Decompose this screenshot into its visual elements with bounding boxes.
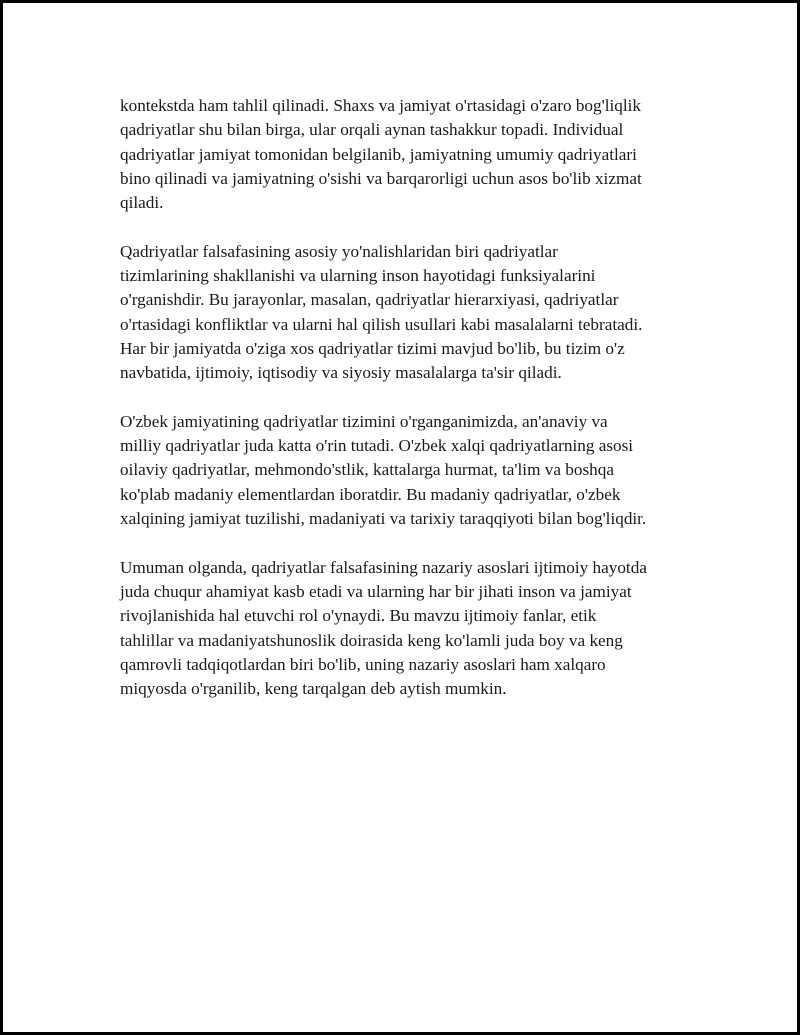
paragraph-4	[120, 556, 700, 702]
text-line: oilaviy qadriyatlar, mehmondo'stlik, kattalarga hurmat, ta'lim va boshqa	[120, 460, 614, 480]
text-line: o'rganishdir. Bu jarayonlar, masalan, qadriyatlar hierarxiyasi, qadriyatlar	[120, 290, 619, 310]
paragraph-1	[120, 94, 700, 215]
text-line: miqyosda o'rganilib, keng tarqalgan deb aytish mumkin.	[120, 679, 507, 699]
text-line: Qadriyatlar falsafasining asosiy yo'nalishlaridan biri qadriyatlar	[120, 241, 558, 261]
text-line: qiladi.	[120, 193, 164, 213]
document-body	[120, 94, 700, 726]
text-line: tizimlarining shakllanishi va ularning inson hayotidagi funksiyalarini	[120, 266, 596, 286]
paragraph-2	[120, 240, 700, 386]
text-line: qadriyatlar jamiyat tomonidan belgilanib, jamiyatning umumiy qadriyatlari	[120, 144, 637, 164]
text-line: qamrovli tadqiqotlardan biri bo'lib, uning nazariy asoslari ham xalqaro	[120, 654, 606, 674]
text-line: ko'plab madaniy elementlardan iboratdir. Bu madaniy qadriyatlar, o'zbek	[120, 484, 621, 504]
text-line: juda chuqur ahamiyat kasb etadi va ularning har bir jihati inson va jamiyat	[120, 581, 632, 601]
text-line: bino qilinadi va jamiyatning o'sishi va barqarorligi uchun asos bo'lib xizmat	[120, 168, 642, 188]
text-line: o'rtasidagi konfliktlar va ularni hal qilish usullari kabi masalalarni tebratadi.	[120, 314, 643, 334]
text-line: milliy qadriyatlar juda katta o'rin tutadi. O'zbek xalqi qadriyatlarning asosi	[120, 436, 634, 456]
text-line: Umuman olganda, qadriyatlar falsafasining nazariy asoslari ijtimoiy hayotda	[120, 557, 647, 577]
text-line: qadriyatlar shu bilan birga, ular orqali aynan tashakkur topadi. Individual	[120, 120, 624, 140]
text-line: kontekstda ham tahlil qilinadi. Shaxs va jamiyat o'rtasidagi o'zaro bog'liqlik	[120, 96, 641, 115]
paragraph-3	[120, 410, 700, 531]
text-line: tahlillar va madaniyatshunoslik doirasida keng ko'lamli juda boy va keng	[120, 630, 623, 650]
text-line: xalqining jamiyat tuzilishi, madaniyati va tarixiy taraqqiyoti bilan bog'liqdir.	[120, 509, 647, 529]
text-line: O'zbek jamiyatining qadriyatlar tizimini o'rganganimizda, an'anaviy va	[120, 411, 608, 431]
text-line: rivojlanishida hal etuvchi rol o'ynaydi. Bu mavzu ijtimoiy fanlar, etik	[120, 606, 597, 626]
text-line: Har bir jamiyatda o'ziga xos qadriyatlar tizimi mavjud bo'lib, bu tizim o'z	[120, 338, 625, 358]
text-line: navbatida, ijtimoiy, iqtisodiy va siyosiy masalalarga ta'sir qiladi.	[120, 363, 562, 383]
